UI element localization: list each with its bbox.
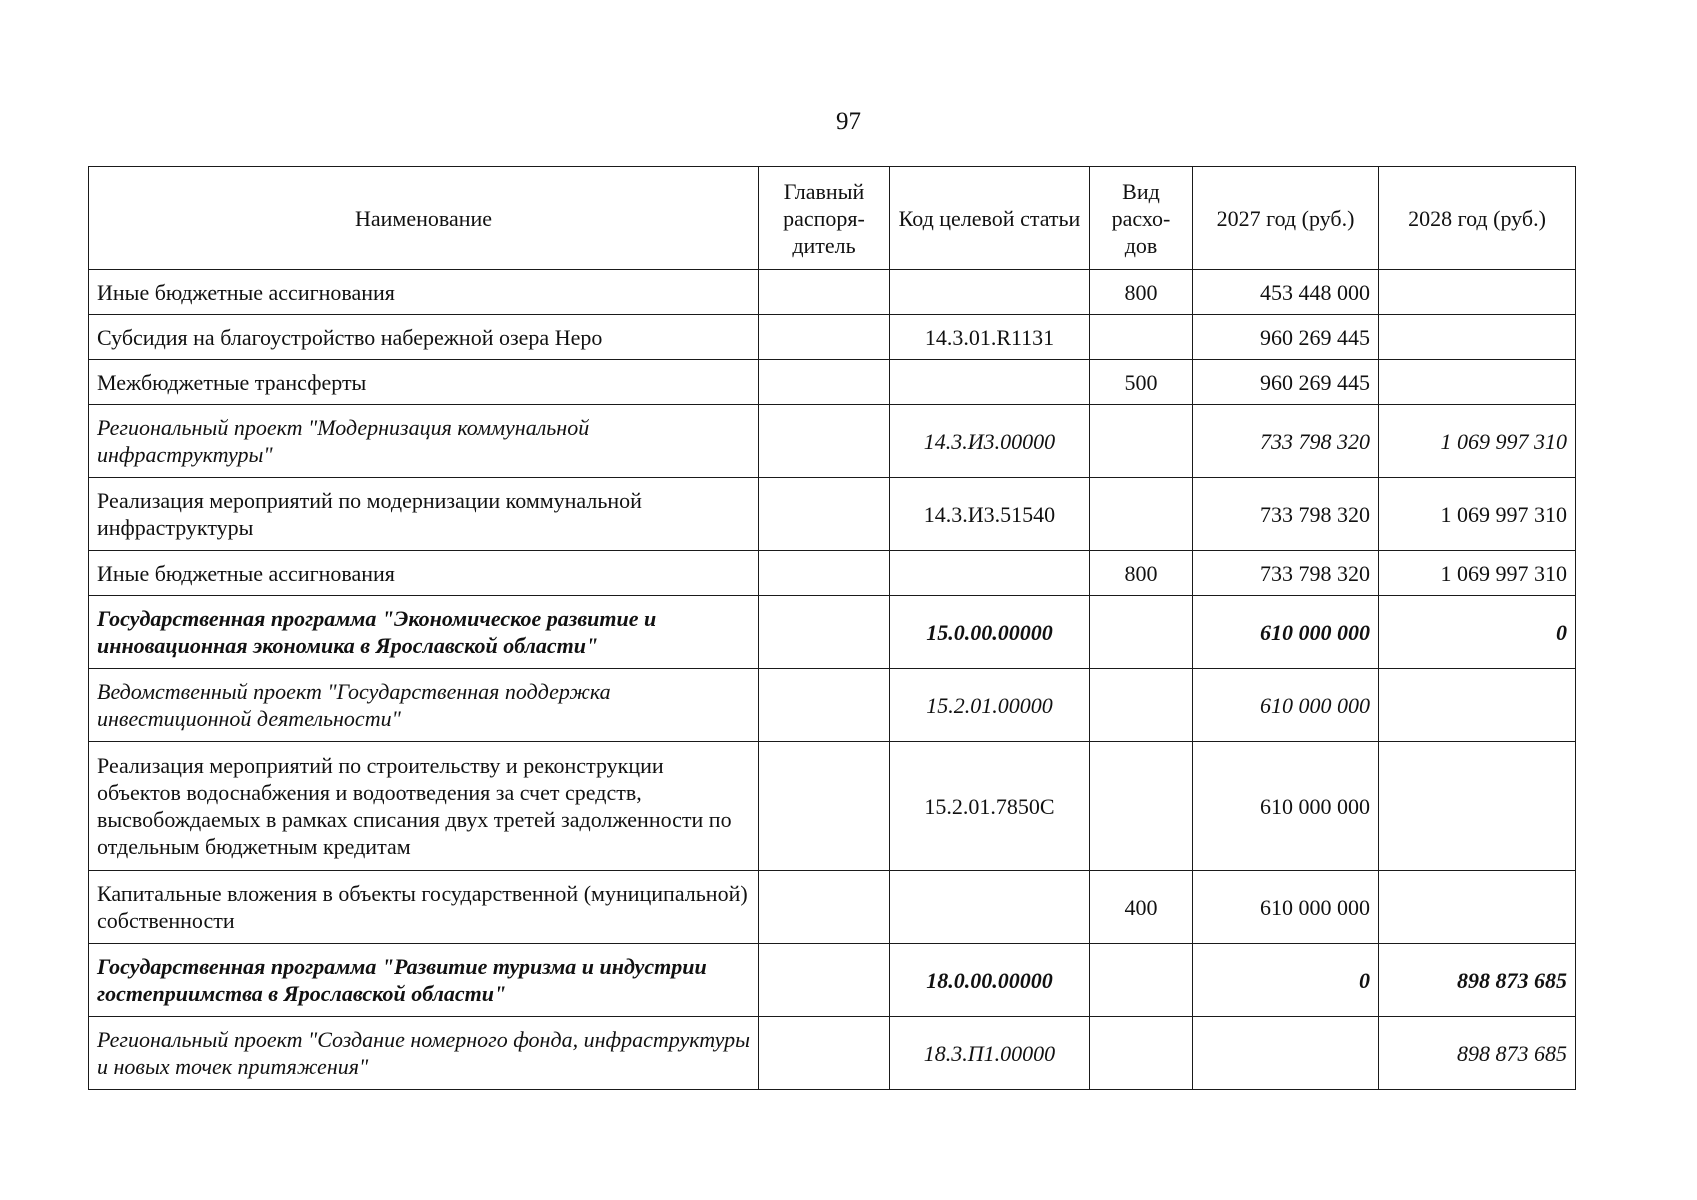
table-row xyxy=(89,270,1576,315)
cell-vid: 500 xyxy=(1090,360,1193,405)
cell-2027 xyxy=(1193,1017,1379,1090)
cell-name: Государственная программа "Развитие туризма и индустрии гостеприимства в Ярославской области" xyxy=(89,944,759,1017)
cell-2028: 898 873 685 xyxy=(1379,1017,1576,1090)
cell-admin xyxy=(759,669,890,742)
table-row xyxy=(89,742,1576,871)
table-row xyxy=(89,1017,1576,1090)
cell-admin xyxy=(759,742,890,871)
cell-admin xyxy=(759,596,890,669)
cell-2028 xyxy=(1379,742,1576,871)
cell-code: 15.2.01.7850С xyxy=(890,742,1090,871)
table-row xyxy=(89,478,1576,551)
budget-table xyxy=(88,166,1576,1090)
cell-name: Капитальные вложения в объекты государственной (муниципальной) собственности xyxy=(89,871,759,944)
cell-2027: 733 798 320 xyxy=(1193,551,1379,596)
cell-2027: 453 448 000 xyxy=(1193,270,1379,315)
cell-name: Региональный проект "Модернизация коммунальной инфраструктуры" xyxy=(89,405,759,478)
table-row xyxy=(89,405,1576,478)
cell-vid: 800 xyxy=(1090,551,1193,596)
cell-vid xyxy=(1090,944,1193,1017)
cell-2028: 898 873 685 xyxy=(1379,944,1576,1017)
cell-2028 xyxy=(1379,871,1576,944)
cell-2027: 610 000 000 xyxy=(1193,871,1379,944)
cell-admin xyxy=(759,944,890,1017)
cell-code: 15.0.00.00000 xyxy=(890,596,1090,669)
cell-2028: 1 069 997 310 xyxy=(1379,405,1576,478)
cell-2028 xyxy=(1379,360,1576,405)
cell-2027: 733 798 320 xyxy=(1193,478,1379,551)
cell-2027: 610 000 000 xyxy=(1193,742,1379,871)
header-name: Наименование xyxy=(89,167,759,270)
cell-admin xyxy=(759,360,890,405)
cell-admin xyxy=(759,871,890,944)
table-row xyxy=(89,871,1576,944)
cell-vid: 400 xyxy=(1090,871,1193,944)
cell-2028 xyxy=(1379,315,1576,360)
cell-2027: 733 798 320 xyxy=(1193,405,1379,478)
cell-code: 15.2.01.00000 xyxy=(890,669,1090,742)
cell-name: Ведомственный проект "Государственная поддержка инвестиционной деятельности" xyxy=(89,669,759,742)
cell-code xyxy=(890,270,1090,315)
cell-admin xyxy=(759,315,890,360)
table-header-row xyxy=(89,167,1576,270)
cell-code: 18.0.00.00000 xyxy=(890,944,1090,1017)
cell-name: Реализация мероприятий по строительству и реконструкции объектов водоснабжения и водоотведения за счет средств, высвобождаемых в рамках списания двух третей задолженности по отдельным бюджетным кредитам xyxy=(89,742,759,871)
header-code: Код целевой статьи xyxy=(890,167,1090,270)
table-row xyxy=(89,360,1576,405)
cell-code: 18.3.П1.00000 xyxy=(890,1017,1090,1090)
cell-code: 14.3.И3.00000 xyxy=(890,405,1090,478)
cell-vid xyxy=(1090,596,1193,669)
cell-name: Иные бюджетные ассигнования xyxy=(89,551,759,596)
table-row xyxy=(89,944,1576,1017)
cell-2027: 960 269 445 xyxy=(1193,315,1379,360)
cell-code xyxy=(890,871,1090,944)
header-2028: 2028 год (руб.) xyxy=(1379,167,1576,270)
cell-2027: 610 000 000 xyxy=(1193,669,1379,742)
cell-vid: 800 xyxy=(1090,270,1193,315)
cell-name: Субсидия на благоустройство набережной озера Неро xyxy=(89,315,759,360)
header-2027: 2027 год (руб.) xyxy=(1193,167,1379,270)
cell-vid xyxy=(1090,669,1193,742)
cell-name: Государственная программа "Экономическое развитие и инновационная экономика в Ярославской области" xyxy=(89,596,759,669)
header-admin: Главный распоря- дитель xyxy=(759,167,890,270)
table-row xyxy=(89,596,1576,669)
cell-admin xyxy=(759,270,890,315)
table-row xyxy=(89,315,1576,360)
cell-2027: 610 000 000 xyxy=(1193,596,1379,669)
cell-vid xyxy=(1090,478,1193,551)
cell-2027: 960 269 445 xyxy=(1193,360,1379,405)
cell-2028: 1 069 997 310 xyxy=(1379,551,1576,596)
cell-2028: 0 xyxy=(1379,596,1576,669)
cell-name: Иные бюджетные ассигнования xyxy=(89,270,759,315)
cell-code: 14.3.И3.51540 xyxy=(890,478,1090,551)
header-vid: Вид расхо- дов xyxy=(1090,167,1193,270)
cell-2028: 1 069 997 310 xyxy=(1379,478,1576,551)
cell-admin xyxy=(759,478,890,551)
cell-admin xyxy=(759,1017,890,1090)
cell-name: Межбюджетные трансферты xyxy=(89,360,759,405)
table-row xyxy=(89,551,1576,596)
cell-name: Региональный проект "Создание номерного фонда, инфраструктуры и новых точек притяжения" xyxy=(89,1017,759,1090)
cell-2028 xyxy=(1379,669,1576,742)
page-number: 97 xyxy=(836,108,861,135)
table-row xyxy=(89,669,1576,742)
cell-2027: 0 xyxy=(1193,944,1379,1017)
cell-code xyxy=(890,551,1090,596)
cell-vid xyxy=(1090,742,1193,871)
cell-2028 xyxy=(1379,270,1576,315)
cell-name: Реализация мероприятий по модернизации коммунальной инфраструктуры xyxy=(89,478,759,551)
cell-code xyxy=(890,360,1090,405)
cell-vid xyxy=(1090,405,1193,478)
cell-admin xyxy=(759,551,890,596)
cell-code: 14.3.01.R1131 xyxy=(890,315,1090,360)
cell-admin xyxy=(759,405,890,478)
cell-vid xyxy=(1090,1017,1193,1090)
cell-vid xyxy=(1090,315,1193,360)
